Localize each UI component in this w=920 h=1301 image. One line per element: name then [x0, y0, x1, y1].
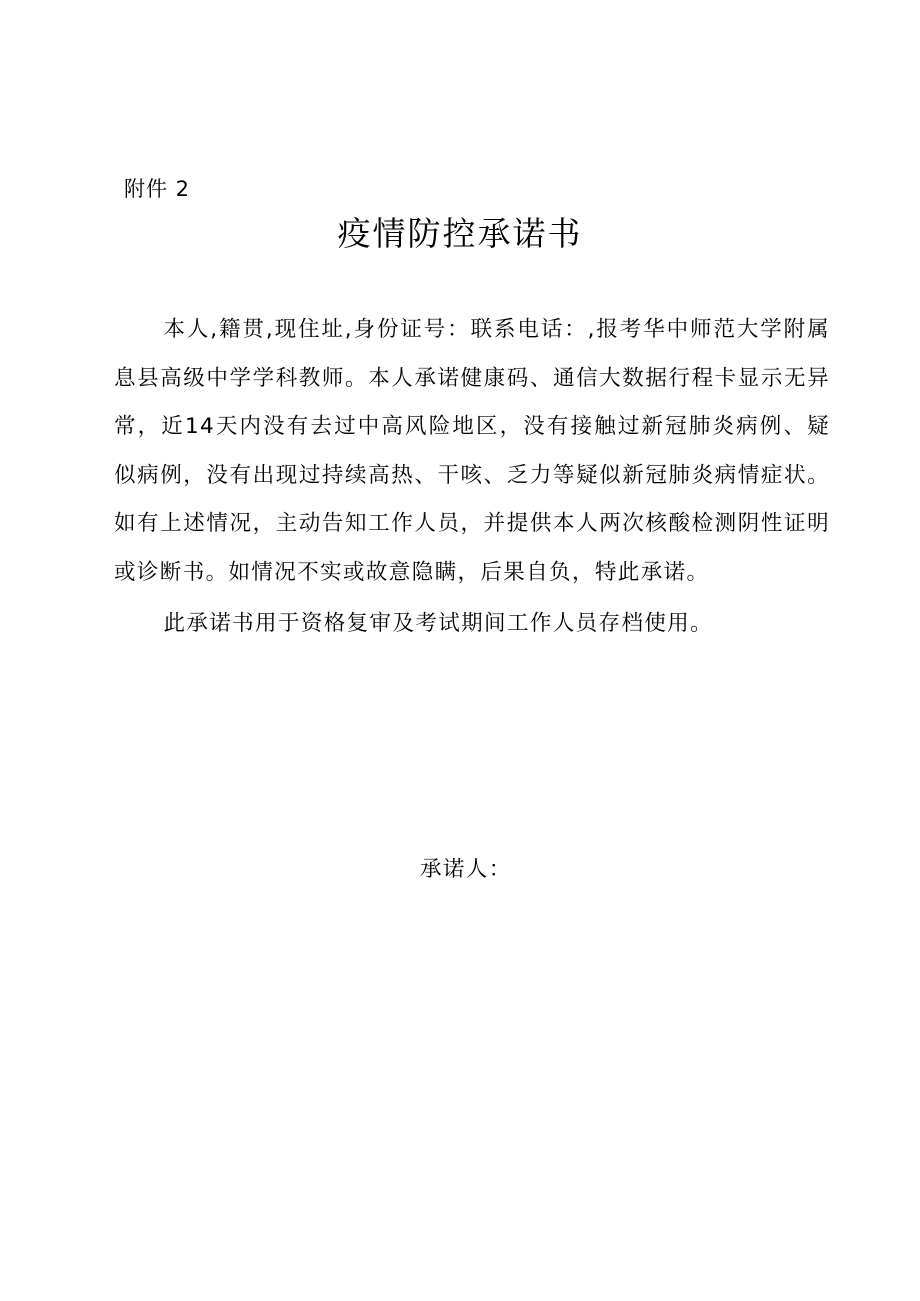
attachment-label: 附件 2: [124, 177, 191, 201]
usage-paragraph: 此承诺书用于资格复审及考试期间工作人员存档使用。: [163, 611, 714, 636]
commitment-paragraph: 本人,籍贯,现住址,身份证号：联系电话：,报考华中师范大学附属息县高级中学学科教师。本人承诺健康码、通信大数据行程卡显示无异常，近14天内没有去过中高风险地区，没有接触过新冠肺炎病例、疑似病例，没有出现过持续高热、干咳、乏力等疑似新冠肺炎病情症状。如有上述情况，主动告知工作人员，并提供本人两次核酸检测阴性证明或诊断书。如情况不实或故意隐瞒，后果自负，特此承诺。: [114, 317, 830, 585]
document-title: 疫情防控承诺书: [337, 214, 583, 253]
signature-label: 承诺人：: [420, 857, 512, 882]
